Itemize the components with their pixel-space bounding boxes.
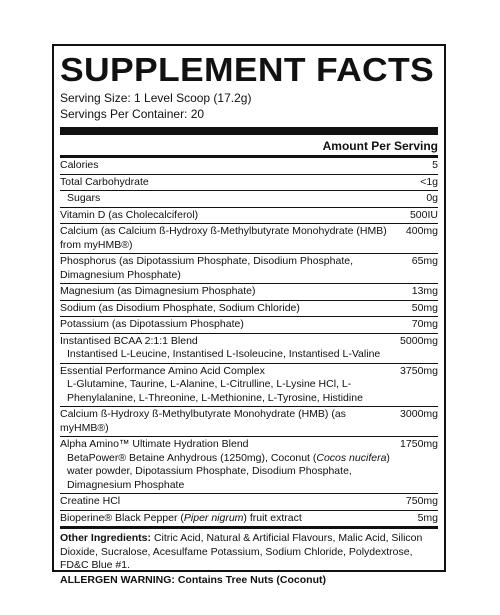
nutrient-row-phosphorus bbox=[60, 254, 438, 284]
nutrient-row-calories bbox=[60, 158, 438, 175]
blend-components: Instantised L-Leucine, Instantised L-Isoleucine, Instantised L-Valine bbox=[67, 348, 381, 360]
allergen-warning: ALLERGEN WARNING: Contains Tree Nuts (Coconut) bbox=[60, 573, 326, 586]
nutrient-value: <1g bbox=[420, 175, 438, 188]
nutrient-row-sodium bbox=[60, 301, 438, 318]
nutrient-name: Total Carbohydrate bbox=[60, 175, 149, 188]
ingredient-value: 5mg bbox=[417, 511, 438, 524]
nutrient-name: Vitamin D (as Cholecalciferol) bbox=[60, 208, 199, 221]
ingredient-name bbox=[60, 365, 400, 406]
blend-title: Instantised BCAA 2:1:1 Blend bbox=[60, 334, 198, 347]
serving-size: Serving Size: 1 Level Scoop (17.2g) bbox=[60, 91, 252, 105]
ingredient-value: 5000mg bbox=[400, 334, 438, 347]
blend-components: L-Glutamine, Taurine, L-Alanine, L-Citrulline, L-Lysine HCl, L-Phenylalanine, L-Threonine, L-Methionine, L-Tyrosine, Histidine bbox=[67, 378, 363, 404]
ingredient-row-amino-complex bbox=[60, 364, 438, 408]
ingredient-row-creatine bbox=[60, 494, 438, 511]
blend-components: BetaPower® Betaine Anhydrous (1250mg), Coconut (Cocos nucifera) water powder, Dipotassium Phosphate, Disodium Phosphate, Dimagnesium Phosphate bbox=[67, 451, 390, 491]
nutrient-value: 400mg bbox=[405, 225, 438, 237]
nutrient-value: 13mg bbox=[411, 285, 438, 297]
nutrient-name: Calories bbox=[60, 159, 99, 171]
ingredient-value: 3750mg bbox=[400, 364, 438, 377]
ingredient-row-bcaa-blend bbox=[60, 334, 438, 364]
nutrient-name: Sugars bbox=[67, 192, 101, 204]
ingredient-name: Bioperine® Black Pepper (Piper nigrum) fruit extract bbox=[60, 511, 302, 524]
nutrient-name: Phosphorus (as Dipotassium Phosphate, Disodium Phosphate, Dimagnesium Phosphate) bbox=[60, 255, 353, 281]
nutrient-value: 70mg bbox=[411, 318, 438, 330]
nutrient-row-calcium bbox=[60, 224, 438, 254]
nutrient-row-sugars bbox=[60, 191, 438, 208]
ingredient-name bbox=[60, 438, 400, 492]
ingredient-value: 3000mg bbox=[400, 408, 438, 420]
ingredient-row-hydration-blend bbox=[60, 437, 438, 494]
ingredient-name: Creatine HCl bbox=[60, 495, 121, 507]
servings-per-container: Servings Per Container: 20 bbox=[60, 107, 205, 121]
panel-title: SUPPLEMENT FACTS bbox=[60, 52, 435, 89]
blend-title: Alpha Amino™ Ultimate Hydration Blend bbox=[60, 438, 249, 450]
ingredient-name bbox=[60, 335, 400, 362]
nutrient-value: 0g bbox=[426, 192, 438, 204]
thick-divider bbox=[60, 127, 438, 135]
other-ingredients-label: Other Ingredients: bbox=[60, 532, 152, 544]
nutrient-value: 65mg bbox=[411, 255, 438, 267]
nutrient-row-vitamin-d bbox=[60, 208, 438, 225]
amount-per-serving-header: Amount Per Serving bbox=[322, 139, 438, 153]
nutrient-name: Calcium (as Calcium ß-Hydroxy ß-Methylbutyrate Monohydrate (HMB) from myHMB®) bbox=[60, 225, 387, 251]
supplement-facts-panel bbox=[52, 44, 446, 586]
nutrient-row-magnesium bbox=[60, 284, 438, 301]
other-ingredients-text: Citric Acid, Natural & Artificial Flavours, Malic Acid, Silicon Dioxide, Sucralose, Acesulfame Potassium, Sodium Chloride, Polydextrose, FD&C Blue #1. bbox=[60, 532, 423, 571]
nutrient-name: Sodium (as Disodium Phosphate, Sodium Chloride) bbox=[60, 301, 300, 314]
nutrient-name: Potassium (as Dipotassium Phosphate) bbox=[60, 318, 244, 330]
nutrient-row-potassium bbox=[60, 317, 438, 334]
blend-title: Essential Performance Amino Acid Complex bbox=[60, 364, 265, 377]
nutrient-row-total-carbohydrate bbox=[60, 175, 438, 192]
nutrient-value: 50mg bbox=[411, 301, 438, 314]
nutrient-name: Magnesium (as Dimagnesium Phosphate) bbox=[60, 285, 256, 297]
nutrient-value: 5 bbox=[432, 159, 438, 171]
ingredient-value: 750mg bbox=[405, 495, 438, 507]
ingredient-name: Calcium ß-Hydroxy ß-Methylbutyrate Monohydrate (HMB) (as myHMB®) bbox=[60, 408, 346, 434]
nutrient-value: 500IU bbox=[409, 208, 438, 221]
ingredient-value: 1750mg bbox=[400, 438, 438, 450]
other-ingredients bbox=[60, 529, 438, 573]
ingredient-row-hmb bbox=[60, 407, 438, 437]
ingredient-row-bioperine bbox=[60, 511, 438, 530]
